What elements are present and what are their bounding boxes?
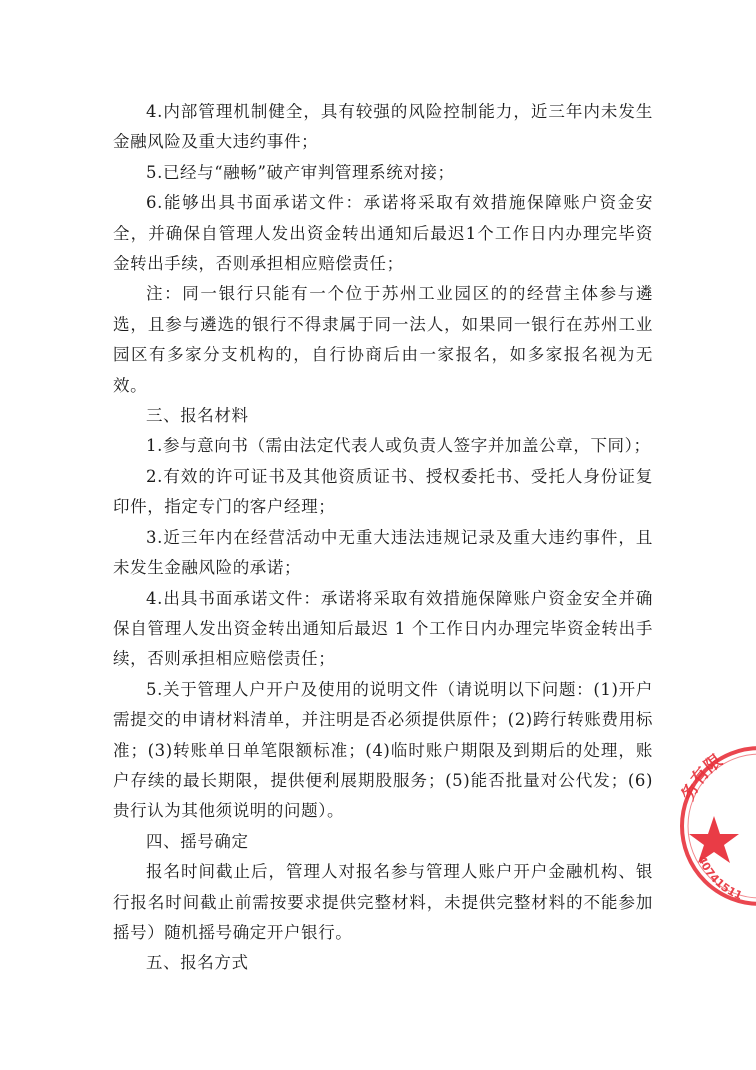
paragraph-material-2: 2.有效的许可证书及其他资质证书、授权委托书、受托人身份证复印件，指定专门的客户经理； bbox=[113, 466, 653, 517]
section-heading-lottery: 四、摇号确定 bbox=[146, 831, 249, 851]
star-icon bbox=[689, 816, 739, 863]
paragraph-material-5: 5.关于管理人户开户及使用的说明文件（请说明以下问题：(1)开户需提交的申请材料清单，并注明是否必须提供原件；(2)跨行转账费用标准；(3)转账单日单笔限额标准；(4)临时账户期限及到期后的处理，账户存续的最长期限，提供便利展期股服务；(5)能否批量对公代发；(6)贵行认为其他须说明的问题）。 bbox=[113, 679, 653, 821]
paragraph-requirement-4: 4.内部管理机制健全，具有较强的风险控制能力，近三年内未发生金融风险及重大违约事件； bbox=[113, 102, 653, 152]
company-seal bbox=[676, 740, 756, 910]
svg-text:务有限 bbox=[677, 751, 726, 804]
seal-bottom-code: 40741511 bbox=[695, 854, 745, 903]
section-heading-registration: 五、报名方式 bbox=[146, 953, 249, 973]
section-heading-materials: 三、报名材料 bbox=[146, 406, 249, 426]
paragraph-material-1: 1.参与意向书（需由法定代表人或负责人签字并加盖公章，下同）； bbox=[146, 436, 651, 456]
paragraph-note: 注：同一银行只能有一个位于苏州工业园区的的经营主体参与遴选，且参与遴选的银行不得隶属于同一法人，如果同一银行在苏州工业园区有多家分支机构的，自行协商后由一家报名，如多家报名视为无效。 bbox=[113, 284, 653, 395]
document-body bbox=[113, 97, 653, 979]
paragraph-material-4: 4.出具书面承诺文件：承诺将采取有效措施保障账户资金安全并确保自管理人发出资金转出通知后最迟 1 个工作日内办理完毕资金转出手续，否则承担相应赔偿责任； bbox=[113, 588, 653, 669]
paragraph-requirement-5: 5.已经与“融畅”破产审判管理系统对接； bbox=[146, 162, 455, 182]
paragraph-material-3: 3.近三年内在经营活动中无重大违法违规记录及重大违约事件，且未发生金融风险的承诺； bbox=[113, 527, 653, 578]
paragraph-requirement-6: 6.能够出具书面承诺文件：承诺将采取有效措施保障账户资金安全，并确保自管理人发出资金转出通知后最迟1个工作日内办理完毕资金转出手续，否则承担相应赔偿责任； bbox=[113, 193, 653, 274]
paragraph-lottery: 报名时间截止后，管理人对报名参与管理人账户开户金融机构、银行报名时间截止前需按要求提供完整材料，未提供完整材料的不能参加摇号）随机摇号确定开户银行。 bbox=[113, 862, 653, 942]
seal-top-text: 务有限 bbox=[678, 750, 727, 804]
